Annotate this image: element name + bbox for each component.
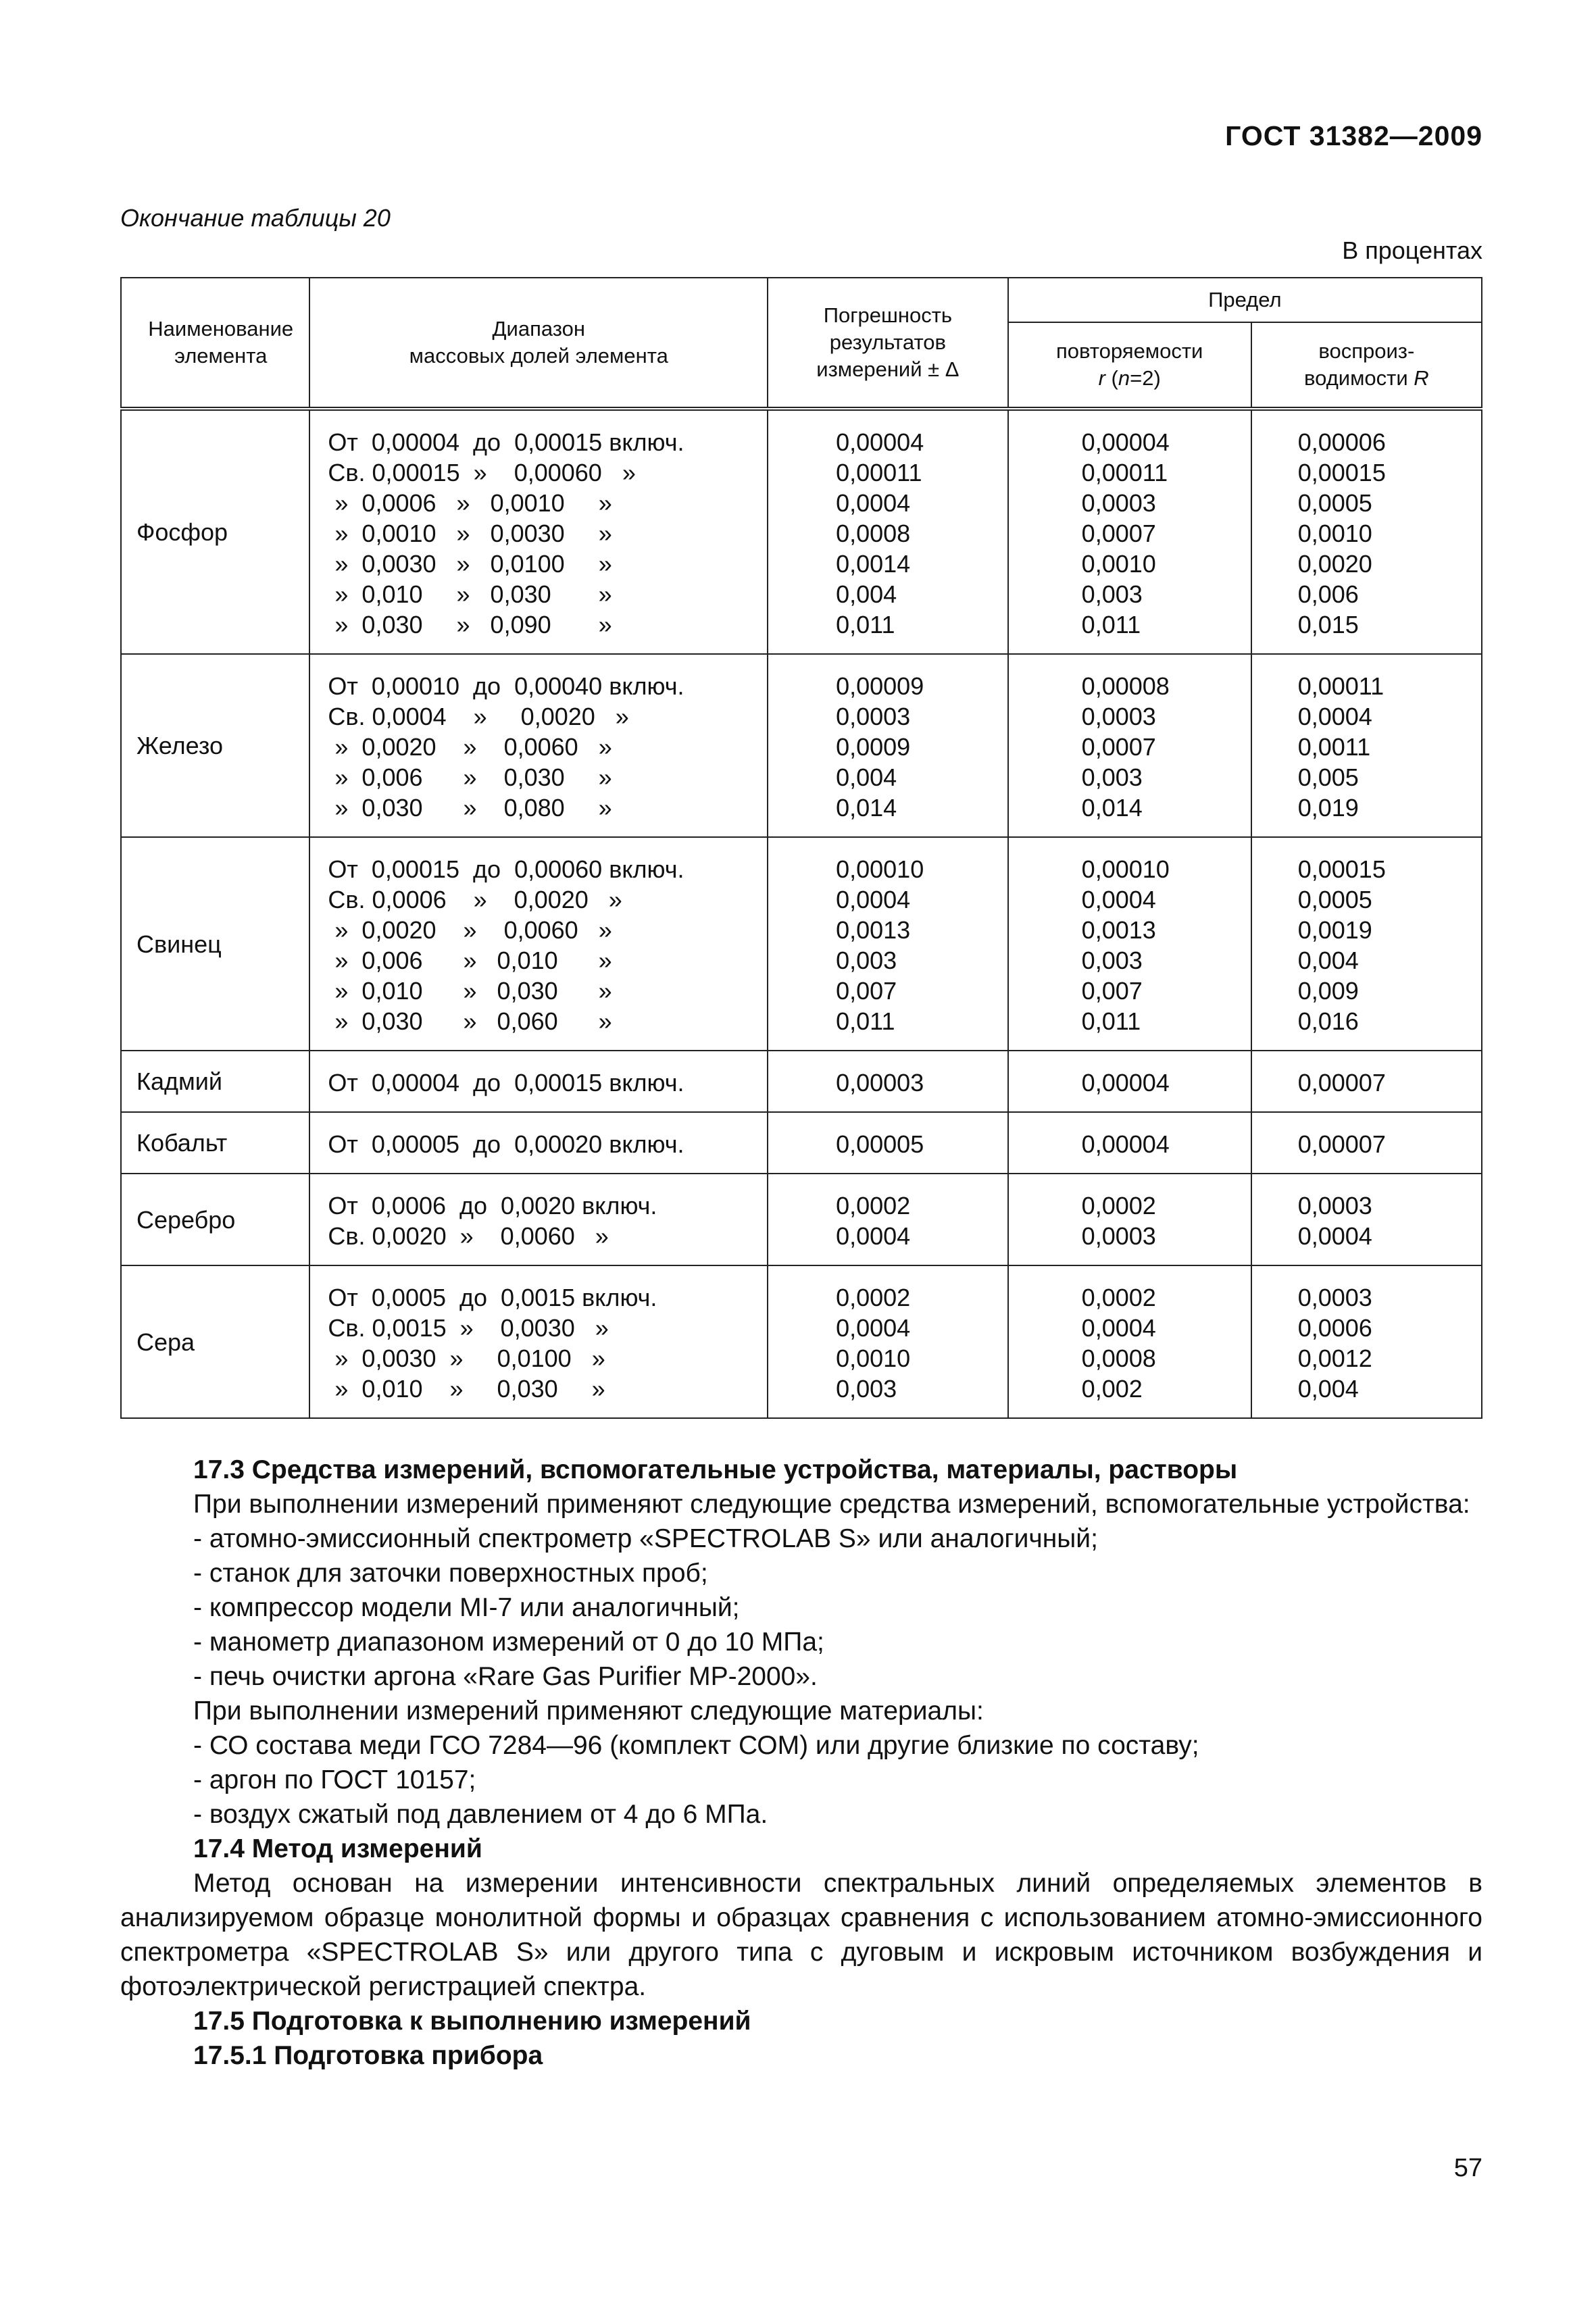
list-item: - воздух сжатый под давлением от 4 до 6 МПа.	[193, 1800, 768, 1829]
cell-line: 0,00003	[836, 1069, 924, 1097]
cell-line: 0,0014	[836, 550, 911, 578]
cell-line: » 0,030 » 0,090 »	[328, 611, 612, 638]
cell-line: Св. 0,0020 » 0,0060 »	[328, 1222, 609, 1250]
repeatability-cell	[1008, 1112, 1251, 1174]
cell-line: 0,00008	[1081, 672, 1170, 700]
header-error: Погрешность результатов измерений ± Δ	[768, 278, 1008, 409]
cell-line: От 0,0005 до 0,0015 включ.	[328, 1284, 657, 1311]
cell-line: 0,0005	[1297, 886, 1372, 913]
cell-line: 0,0009	[836, 733, 911, 761]
cell-line: 0,00007	[1297, 1130, 1386, 1158]
cell-line: 0,0006	[1297, 1314, 1372, 1342]
element-name-cell: Кобальт	[121, 1112, 309, 1174]
cell-line: 0,00006	[1297, 428, 1386, 456]
cell-line: Св. 0,0004 » 0,0020 »	[328, 703, 629, 730]
cell-line: 0,0003	[1297, 1284, 1372, 1311]
cell-line: 0,011	[1081, 611, 1141, 638]
header-reproducibility: воспроиз- водимости R	[1251, 322, 1482, 409]
cell-line: 0,00011	[836, 459, 922, 486]
cell-line: » 0,0010 » 0,0030 »	[328, 520, 612, 547]
cell-line: Св. 0,0015 » 0,0030 »	[328, 1314, 609, 1342]
cell-line: От 0,0006 до 0,0020 включ.	[328, 1192, 657, 1219]
error-cell	[768, 1051, 1008, 1112]
cell-line: 0,00015	[1297, 459, 1386, 486]
document-standard-header: ГОСТ 31382—2009	[1225, 120, 1482, 151]
cell-line: 0,0002	[836, 1284, 911, 1311]
cell-line: 0,0002	[836, 1192, 911, 1219]
reproducibility-cell	[1251, 1051, 1482, 1112]
cell-line: 0,0003	[1081, 703, 1156, 730]
cell-line: 0,011	[836, 611, 895, 638]
cell-line: 0,011	[836, 1007, 895, 1035]
error-cell	[768, 654, 1008, 837]
repeatability-cell	[1008, 1174, 1251, 1265]
element-name-cell: Фосфор	[121, 409, 309, 654]
section-17-4-text: Метод основан на измерении интенсивности спектральных линий определяемых элементов в анализируемом образце монолитной формы и образцах сравнения с использованием атомно-эмиссионного спектрометра «SPECTROLAB S» или другого типа с дуговым и искровым источником возбуждения и фотоэлектрической регистрацией спектра.	[120, 1869, 1482, 2001]
header-range: Диапазон массовых долей элемента	[309, 278, 768, 409]
cell-line: » 0,030 » 0,060 »	[328, 1007, 612, 1035]
section-17-5-1-heading: 17.5.1 Подготовка прибора	[193, 2041, 543, 2070]
cell-line: 0,00007	[1297, 1069, 1386, 1097]
range-cell	[309, 409, 768, 654]
list-item: - атомно-эмиссионный спектрометр «SPECTROLAB S» или аналогичный;	[193, 1524, 1098, 1553]
element-name-cell: Кадмий	[121, 1051, 309, 1112]
cell-line: 0,003	[1081, 763, 1143, 791]
cell-line: 0,0004	[1081, 886, 1156, 913]
cell-line: » 0,010 » 0,030 »	[328, 580, 612, 608]
cell-line: 0,004	[1297, 1375, 1359, 1403]
section-17-5-heading: 17.5 Подготовка к выполнению измерений	[193, 2007, 751, 2036]
cell-line: 0,0010	[836, 1344, 911, 1372]
reproducibility-cell	[1251, 1265, 1482, 1418]
cell-line: 0,0002	[1081, 1192, 1156, 1219]
cell-line: 0,0013	[836, 916, 911, 944]
instruments-list	[120, 1521, 1482, 1694]
table-row	[121, 1112, 1482, 1174]
list-item: - манометр диапазоном измерений от 0 до 10 МПа;	[193, 1628, 824, 1657]
cell-line: 0,0004	[836, 1314, 911, 1342]
cell-line: 0,00004	[1081, 1130, 1170, 1158]
cell-line: 0,0008	[1081, 1344, 1156, 1372]
cell-line: 0,0013	[1081, 916, 1156, 944]
cell-line: 0,0002	[1081, 1284, 1156, 1311]
cell-line: 0,006	[1297, 580, 1359, 608]
cell-line: » 0,010 » 0,030 »	[328, 977, 612, 1005]
table-row	[121, 1174, 1482, 1265]
error-cell	[768, 409, 1008, 654]
cell-line: 0,003	[836, 947, 897, 974]
header-element: Наименование элемента	[121, 278, 309, 409]
cell-line: 0,019	[1297, 794, 1359, 822]
cell-line: 0,0011	[1297, 733, 1371, 761]
cell-line: 0,0003	[1081, 1222, 1156, 1250]
cell-line: 0,00015	[1297, 855, 1386, 883]
repeatability-cell	[1008, 654, 1251, 837]
element-name-cell: Сера	[121, 1265, 309, 1418]
table-row	[121, 654, 1482, 837]
cell-line: Св. 0,00015 » 0,00060 »	[328, 459, 636, 486]
cell-line: 0,00010	[1081, 855, 1170, 883]
error-cell	[768, 837, 1008, 1051]
cell-line: 0,0003	[836, 703, 911, 730]
body-text	[120, 1453, 1482, 2073]
section-17-4-heading: 17.4 Метод измерений	[193, 1834, 482, 1863]
reproducibility-cell	[1251, 1112, 1482, 1174]
cell-line: 0,0020	[1297, 550, 1372, 578]
cell-line: 0,0003	[1297, 1192, 1372, 1219]
cell-line: 0,0004	[836, 489, 911, 517]
cell-line: 0,0003	[1081, 489, 1156, 517]
header-repeatability: повторяемости r (n=2)	[1008, 322, 1251, 409]
cell-line: 0,005	[1297, 763, 1359, 791]
cell-line: 0,007	[1081, 977, 1143, 1005]
section-17-3-intro: При выполнении измерений применяют следующие средства измерений, вспомогательные устройства:	[193, 1490, 1470, 1519]
cell-line: 0,009	[1297, 977, 1359, 1005]
error-cell	[768, 1174, 1008, 1265]
cell-line: 0,015	[1297, 611, 1359, 638]
cell-line: 0,00011	[1081, 459, 1168, 486]
cell-line: 0,007	[836, 977, 897, 1005]
table-body	[121, 409, 1482, 1418]
cell-line: От 0,00005 до 0,00020 включ.	[328, 1130, 684, 1158]
reproducibility-cell	[1251, 409, 1482, 654]
cell-line: 0,011	[1081, 1007, 1141, 1035]
repeatability-cell	[1008, 1051, 1251, 1112]
cell-line: 0,0004	[1081, 1314, 1156, 1342]
page-number: 57	[1453, 2154, 1482, 2182]
cell-line: » 0,006 » 0,010 »	[328, 947, 612, 974]
cell-line: 0,00004	[1081, 1069, 1170, 1097]
cell-line: 0,014	[836, 794, 897, 822]
cell-line: 0,0007	[1081, 733, 1156, 761]
cell-line: 0,004	[836, 763, 897, 791]
cell-line: » 0,0020 » 0,0060 »	[328, 916, 612, 944]
list-item: - аргон по ГОСТ 10157;	[193, 1765, 476, 1794]
cell-line: 0,0004	[1297, 703, 1372, 730]
cell-line: 0,0004	[836, 886, 911, 913]
repeatability-cell	[1008, 409, 1251, 654]
header-limit: Предел	[1008, 278, 1482, 322]
cell-line: От 0,00010 до 0,00040 включ.	[328, 672, 684, 700]
range-cell	[309, 1174, 768, 1265]
list-item: - печь очистки аргона «Rare Gas Purifier MP-2000».	[193, 1662, 818, 1691]
cell-line: 0,014	[1081, 794, 1143, 822]
cell-line: 0,0012	[1297, 1344, 1372, 1372]
cell-line: 0,00004	[836, 428, 924, 456]
cell-line: 0,0004	[1297, 1222, 1372, 1250]
error-cell	[768, 1112, 1008, 1174]
repeatability-cell	[1008, 837, 1251, 1051]
materials-list	[120, 1728, 1482, 1832]
table-caption: Окончание таблицы 20	[120, 204, 391, 232]
table-row	[121, 1265, 1482, 1418]
list-item: - компрессор модели MI-7 или аналогичный;	[193, 1593, 740, 1622]
element-name-cell: Железо	[121, 654, 309, 837]
table-row	[121, 837, 1482, 1051]
cell-line: » 0,0020 » 0,0060 »	[328, 733, 612, 761]
cell-line: 0,016	[1297, 1007, 1359, 1035]
element-name-cell: Серебро	[121, 1174, 309, 1265]
cell-line: 0,00010	[836, 855, 924, 883]
reproducibility-cell	[1251, 654, 1482, 837]
reproducibility-cell	[1251, 837, 1482, 1051]
cell-line: 0,003	[836, 1375, 897, 1403]
materials-intro: При выполнении измерений применяют следующие материалы:	[193, 1696, 984, 1726]
cell-line: 0,003	[1081, 947, 1143, 974]
cell-line: 0,0019	[1297, 916, 1372, 944]
list-item: - станок для заточки поверхностных проб;	[193, 1559, 708, 1588]
table-units: В процентах	[1342, 236, 1482, 264]
table-row	[121, 409, 1482, 654]
reproducibility-cell	[1251, 1174, 1482, 1265]
cell-line: 0,004	[836, 580, 897, 608]
list-item: - СО состава меди ГСО 7284—96 (комплект СОМ) или другие близкие по составу;	[193, 1731, 1199, 1760]
range-cell	[309, 1051, 768, 1112]
cell-line: От 0,00004 до 0,00015 включ.	[328, 1069, 684, 1097]
section-17-3-heading: 17.3 Средства измерений, вспомогательные устройства, материалы, растворы	[193, 1455, 1238, 1484]
cell-line: 0,00011	[1297, 672, 1385, 700]
cell-line: » 0,0030 » 0,0100 »	[328, 1344, 605, 1372]
results-table	[120, 277, 1482, 1419]
cell-line: 0,0005	[1297, 489, 1372, 517]
cell-line: 0,0010	[1081, 550, 1156, 578]
cell-line: 0,002	[1081, 1375, 1143, 1403]
cell-line: 0,003	[1081, 580, 1143, 608]
range-cell	[309, 837, 768, 1051]
cell-line: 0,0007	[1081, 520, 1156, 547]
cell-line: » 0,0030 » 0,0100 »	[328, 550, 612, 578]
cell-line: 0,0010	[1297, 520, 1372, 547]
cell-line: 0,00005	[836, 1130, 924, 1158]
range-cell	[309, 654, 768, 837]
table-row	[121, 1051, 1482, 1112]
cell-line: » 0,0006 » 0,0010 »	[328, 489, 612, 517]
range-cell	[309, 1112, 768, 1174]
cell-line: 0,0004	[836, 1222, 911, 1250]
cell-line: Св. 0,0006 » 0,0020 »	[328, 886, 622, 913]
cell-line: 0,0008	[836, 520, 911, 547]
error-cell	[768, 1265, 1008, 1418]
cell-line: 0,004	[1297, 947, 1359, 974]
cell-line: » 0,006 » 0,030 »	[328, 763, 612, 791]
range-cell	[309, 1265, 768, 1418]
cell-line: 0,00009	[836, 672, 924, 700]
cell-line: От 0,00015 до 0,00060 включ.	[328, 855, 684, 883]
cell-line: От 0,00004 до 0,00015 включ.	[328, 428, 684, 456]
cell-line: » 0,030 » 0,080 »	[328, 794, 612, 822]
cell-line: 0,00004	[1081, 428, 1170, 456]
cell-line: » 0,010 » 0,030 »	[328, 1375, 605, 1403]
element-name-cell: Свинец	[121, 837, 309, 1051]
repeatability-cell	[1008, 1265, 1251, 1418]
